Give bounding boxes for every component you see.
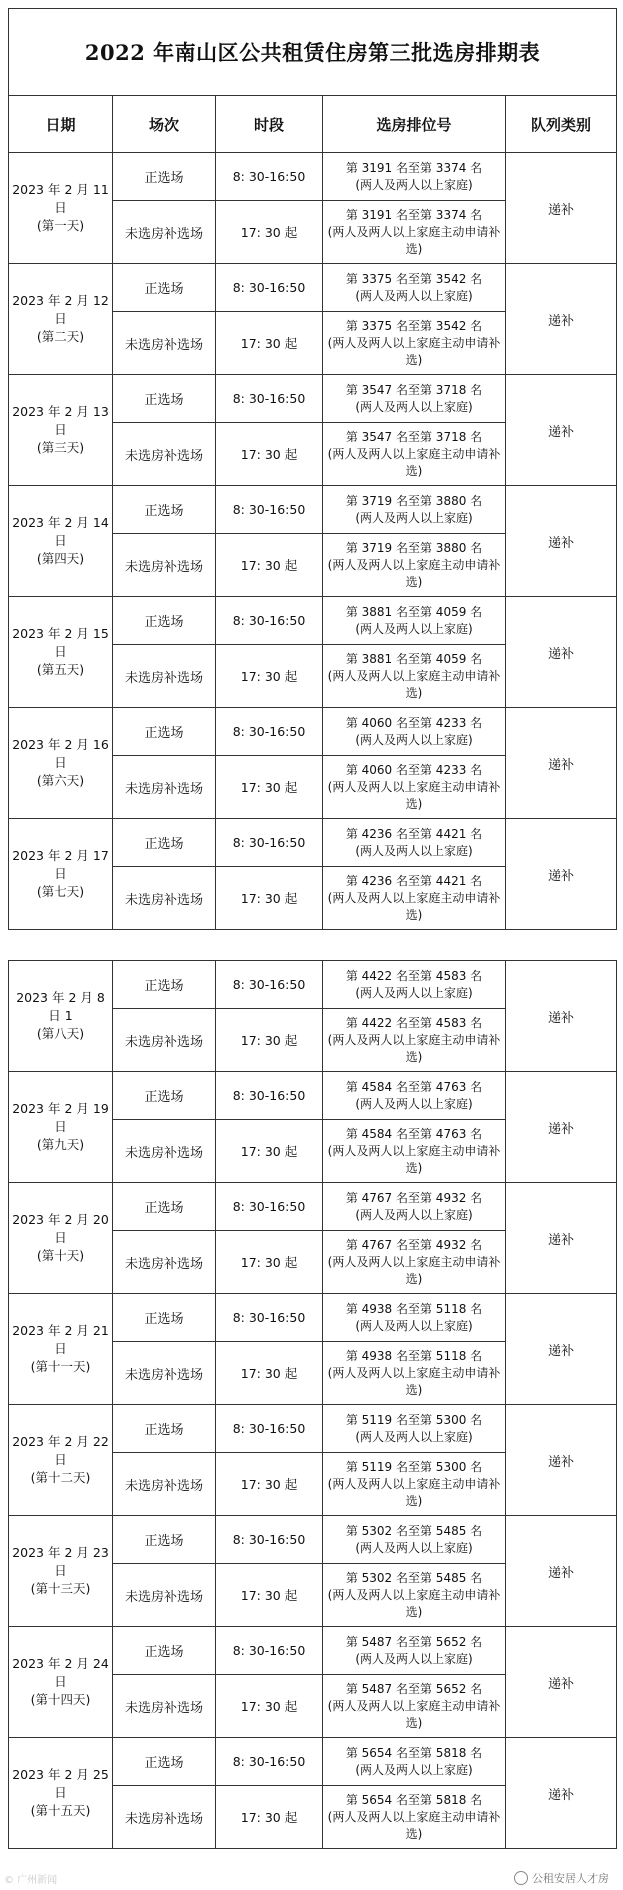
wechat-icon [514, 1871, 528, 1885]
rank-range: 第 5654 名至第 5818 名 [345, 1792, 483, 1807]
rank-main [323, 375, 506, 423]
rank-range: 第 3547 名至第 3718 名 [345, 382, 483, 397]
time-supp: 17: 30 起 [216, 534, 323, 597]
rank-main [323, 264, 506, 312]
day-label: (第一天) [36, 218, 85, 233]
day-label: (第十二天) [30, 1470, 91, 1485]
table-row [9, 597, 617, 645]
rank-range: 第 5487 名至第 5652 名 [345, 1634, 483, 1649]
rank-range: 第 3719 名至第 3880 名 [345, 493, 483, 508]
rank-range: 第 4422 名至第 4583 名 [345, 1015, 483, 1030]
queue-cell: 递补 [506, 708, 617, 819]
session-supp: 未选房补选场 [113, 1342, 216, 1405]
session-supp: 未选房补选场 [113, 1231, 216, 1294]
rank-main [323, 961, 506, 1009]
queue-cell: 递补 [506, 1183, 617, 1294]
rank-supp [323, 1120, 506, 1183]
session-main: 正选场 [113, 1183, 216, 1231]
time-main: 8: 30-16:50 [216, 1627, 323, 1675]
header-date: 日期 [9, 96, 113, 153]
session-main: 正选场 [113, 1072, 216, 1120]
date-text: 2023 年 2 月 14 日 [12, 515, 109, 548]
date-text: 2023 年 2 月 23 日 [12, 1545, 109, 1578]
date-text: 2023 年 2 月 21 日 [12, 1323, 109, 1356]
rank-note: (两人及两人以上家庭主动申请补选) [327, 1032, 501, 1064]
queue-cell: 递补 [506, 1627, 617, 1738]
session-supp: 未选房补选场 [113, 1009, 216, 1072]
rank-note: (两人及两人以上家庭) [355, 843, 473, 858]
table-row [9, 819, 617, 867]
rank-note: (两人及两人以上家庭主动申请补选) [327, 557, 501, 589]
rank-range: 第 5302 名至第 5485 名 [345, 1570, 483, 1585]
rank-supp [323, 756, 506, 819]
rank-range: 第 3719 名至第 3880 名 [345, 540, 483, 555]
rank-supp [323, 1453, 506, 1516]
time-main: 8: 30-16:50 [216, 1738, 323, 1786]
session-main: 正选场 [113, 486, 216, 534]
session-supp: 未选房补选场 [113, 423, 216, 486]
day-label: (第三天) [36, 440, 85, 455]
rank-range: 第 4938 名至第 5118 名 [345, 1348, 483, 1363]
session-supp: 未选房补选场 [113, 534, 216, 597]
time-supp: 17: 30 起 [216, 1231, 323, 1294]
time-main: 8: 30-16:50 [216, 1405, 323, 1453]
time-main: 8: 30-16:50 [216, 375, 323, 423]
session-main: 正选场 [113, 708, 216, 756]
session-supp: 未选房补选场 [113, 756, 216, 819]
rank-note: (两人及两人以上家庭) [355, 1429, 473, 1444]
rank-note: (两人及两人以上家庭主动申请补选) [327, 779, 501, 811]
table-row [9, 961, 617, 1009]
table-row [9, 1183, 617, 1231]
session-main: 正选场 [113, 1516, 216, 1564]
queue-cell: 递补 [506, 486, 617, 597]
session-supp: 未选房补选场 [113, 867, 216, 930]
rank-range: 第 4767 名至第 4932 名 [345, 1190, 483, 1205]
table-row [9, 153, 617, 201]
rank-note: (两人及两人以上家庭主动申请补选) [327, 1809, 501, 1841]
rank-range: 第 3881 名至第 4059 名 [345, 651, 483, 666]
rank-supp [323, 201, 506, 264]
header-queue: 队列类别 [506, 96, 617, 153]
date-text: 2023 年 2 月 22 日 [12, 1434, 109, 1467]
session-supp: 未选房补选场 [113, 645, 216, 708]
table-row [9, 1405, 617, 1453]
queue-cell: 递补 [506, 1294, 617, 1405]
rank-main [323, 486, 506, 534]
time-main: 8: 30-16:50 [216, 597, 323, 645]
rank-range: 第 4060 名至第 4233 名 [345, 715, 483, 730]
schedule-table-part2 [8, 960, 617, 1849]
queue-cell: 递补 [506, 1738, 617, 1849]
rank-range: 第 3375 名至第 3542 名 [345, 271, 483, 286]
table-row [9, 708, 617, 756]
header-rank: 选房排位号 [323, 96, 506, 153]
date-cell [9, 1516, 113, 1627]
queue-cell: 递补 [506, 961, 617, 1072]
queue-cell: 递补 [506, 264, 617, 375]
time-main: 8: 30-16:50 [216, 961, 323, 1009]
day-label: (第五天) [36, 662, 85, 677]
date-cell [9, 1072, 113, 1183]
session-main: 正选场 [113, 1294, 216, 1342]
schedule-table-part1 [8, 8, 617, 930]
rank-range: 第 4584 名至第 4763 名 [345, 1079, 483, 1094]
rank-range: 第 4060 名至第 4233 名 [345, 762, 483, 777]
session-main: 正选场 [113, 153, 216, 201]
rank-main [323, 708, 506, 756]
date-text: 2023 年 2 月 19 日 [12, 1101, 109, 1134]
session-main: 正选场 [113, 375, 216, 423]
session-main: 正选场 [113, 961, 216, 1009]
time-supp: 17: 30 起 [216, 645, 323, 708]
rank-note: (两人及两人以上家庭) [355, 1318, 473, 1333]
queue-cell: 递补 [506, 375, 617, 486]
date-cell [9, 153, 113, 264]
day-label: (第九天) [36, 1137, 85, 1152]
date-cell [9, 486, 113, 597]
time-supp: 17: 30 起 [216, 1120, 323, 1183]
date-cell [9, 375, 113, 486]
time-main: 8: 30-16:50 [216, 1516, 323, 1564]
time-supp: 17: 30 起 [216, 423, 323, 486]
rank-note: (两人及两人以上家庭) [355, 1096, 473, 1111]
day-label: (第四天) [36, 551, 85, 566]
table-row [9, 1627, 617, 1675]
rank-range: 第 4422 名至第 4583 名 [345, 968, 483, 983]
rank-note: (两人及两人以上家庭主动申请补选) [327, 1365, 501, 1397]
rank-note: (两人及两人以上家庭主动申请补选) [327, 224, 501, 256]
queue-cell: 递补 [506, 153, 617, 264]
queue-cell: 递补 [506, 597, 617, 708]
rank-main [323, 1072, 506, 1120]
date-cell [9, 961, 113, 1072]
rank-note: (两人及两人以上家庭主动申请补选) [327, 890, 501, 922]
date-cell [9, 1738, 113, 1849]
day-label: (第七天) [36, 884, 85, 899]
rank-supp [323, 423, 506, 486]
day-label: (第二天) [36, 329, 85, 344]
table-row [9, 1294, 617, 1342]
session-supp: 未选房补选场 [113, 1564, 216, 1627]
time-main: 8: 30-16:50 [216, 1294, 323, 1342]
table-row [9, 486, 617, 534]
session-main: 正选场 [113, 597, 216, 645]
time-main: 8: 30-16:50 [216, 708, 323, 756]
rank-note: (两人及两人以上家庭) [355, 1207, 473, 1222]
date-cell [9, 1627, 113, 1738]
date-cell [9, 1405, 113, 1516]
date-cell [9, 597, 113, 708]
watermark-right-text: 公租安居人才房 [532, 1872, 609, 1885]
rank-note: (两人及两人以上家庭主动申请补选) [327, 446, 501, 478]
rank-main [323, 1516, 506, 1564]
rank-note: (两人及两人以上家庭主动申请补选) [327, 1587, 501, 1619]
rank-note: (两人及两人以上家庭主动申请补选) [327, 335, 501, 367]
table-row [9, 375, 617, 423]
queue-cell: 递补 [506, 1072, 617, 1183]
time-supp: 17: 30 起 [216, 1342, 323, 1405]
rank-range: 第 3547 名至第 3718 名 [345, 429, 483, 444]
page-title: 2022 年南山区公共租赁住房第三批选房排期表 [9, 9, 617, 96]
session-supp: 未选房补选场 [113, 1120, 216, 1183]
date-text: 2023 年 2 月 8 日 1 [16, 990, 105, 1023]
rank-note: (两人及两人以上家庭) [355, 1651, 473, 1666]
table-row [9, 1516, 617, 1564]
rank-range: 第 3191 名至第 3374 名 [345, 160, 483, 175]
session-main: 正选场 [113, 1405, 216, 1453]
session-supp: 未选房补选场 [113, 1675, 216, 1738]
session-main: 正选场 [113, 1627, 216, 1675]
rank-main [323, 153, 506, 201]
rank-main [323, 597, 506, 645]
rank-range: 第 3375 名至第 3542 名 [345, 318, 483, 333]
rank-main [323, 1405, 506, 1453]
date-text: 2023 年 2 月 20 日 [12, 1212, 109, 1245]
session-supp: 未选房补选场 [113, 312, 216, 375]
date-text: 2023 年 2 月 25 日 [12, 1767, 109, 1800]
time-main: 8: 30-16:50 [216, 153, 323, 201]
rank-range: 第 5654 名至第 5818 名 [345, 1745, 483, 1760]
rank-note: (两人及两人以上家庭) [355, 399, 473, 414]
watermark-left: © 广州新闻 [4, 1875, 58, 1886]
time-main: 8: 30-16:50 [216, 1183, 323, 1231]
header-time: 时段 [216, 96, 323, 153]
time-main: 8: 30-16:50 [216, 1072, 323, 1120]
session-supp: 未选房补选场 [113, 201, 216, 264]
date-text: 2023 年 2 月 13 日 [12, 404, 109, 437]
rank-main [323, 1627, 506, 1675]
rank-supp [323, 1564, 506, 1627]
session-main: 正选场 [113, 1738, 216, 1786]
queue-cell: 递补 [506, 1516, 617, 1627]
rank-supp [323, 1342, 506, 1405]
time-supp: 17: 30 起 [216, 1009, 323, 1072]
rank-supp [323, 1231, 506, 1294]
rank-supp [323, 1009, 506, 1072]
rank-supp [323, 1786, 506, 1849]
rank-note: (两人及两人以上家庭) [355, 1540, 473, 1555]
date-cell [9, 1183, 113, 1294]
rank-range: 第 3881 名至第 4059 名 [345, 604, 483, 619]
date-text: 2023 年 2 月 16 日 [12, 737, 109, 770]
date-text: 2023 年 2 月 24 日 [12, 1656, 109, 1689]
rank-range: 第 4767 名至第 4932 名 [345, 1237, 483, 1252]
rank-range: 第 4236 名至第 4421 名 [345, 873, 483, 888]
table-row [9, 264, 617, 312]
session-main: 正选场 [113, 819, 216, 867]
time-main: 8: 30-16:50 [216, 264, 323, 312]
session-main: 正选场 [113, 264, 216, 312]
rank-range: 第 4938 名至第 5118 名 [345, 1301, 483, 1316]
day-label: (第十四天) [30, 1692, 91, 1707]
session-supp: 未选房补选场 [113, 1786, 216, 1849]
rank-note: (两人及两人以上家庭) [355, 288, 473, 303]
time-main: 8: 30-16:50 [216, 819, 323, 867]
rank-note: (两人及两人以上家庭) [355, 621, 473, 636]
rank-supp [323, 1675, 506, 1738]
rank-note: (两人及两人以上家庭) [355, 1762, 473, 1777]
rank-supp [323, 312, 506, 375]
day-label: (第八天) [36, 1026, 85, 1041]
table-row [9, 1738, 617, 1786]
rank-range: 第 5119 名至第 5300 名 [345, 1459, 483, 1474]
date-cell [9, 1294, 113, 1405]
rank-note: (两人及两人以上家庭主动申请补选) [327, 668, 501, 700]
rank-note: (两人及两人以上家庭) [355, 510, 473, 525]
day-label: (第十天) [36, 1248, 85, 1263]
day-label: (第十三天) [30, 1581, 91, 1596]
rank-supp [323, 645, 506, 708]
day-label: (第六天) [36, 773, 85, 788]
date-text: 2023 年 2 月 12 日 [12, 293, 109, 326]
table-row [9, 1072, 617, 1120]
rank-note: (两人及两人以上家庭主动申请补选) [327, 1143, 501, 1175]
rank-note: (两人及两人以上家庭主动申请补选) [327, 1698, 501, 1730]
time-supp: 17: 30 起 [216, 1786, 323, 1849]
date-text: 2023 年 2 月 11 日 [12, 182, 109, 215]
date-cell [9, 819, 113, 930]
rank-main [323, 1294, 506, 1342]
rank-note: (两人及两人以上家庭主动申请补选) [327, 1476, 501, 1508]
watermark-right [514, 1870, 609, 1886]
time-supp: 17: 30 起 [216, 756, 323, 819]
rank-note: (两人及两人以上家庭) [355, 177, 473, 192]
rank-range: 第 5119 名至第 5300 名 [345, 1412, 483, 1427]
rank-note: (两人及两人以上家庭主动申请补选) [327, 1254, 501, 1286]
time-supp: 17: 30 起 [216, 312, 323, 375]
day-label: (第十一天) [30, 1359, 91, 1374]
queue-cell: 递补 [506, 1405, 617, 1516]
time-supp: 17: 30 起 [216, 201, 323, 264]
rank-supp [323, 867, 506, 930]
header-session: 场次 [113, 96, 216, 153]
date-text: 2023 年 2 月 17 日 [12, 848, 109, 881]
rank-range: 第 5302 名至第 5485 名 [345, 1523, 483, 1538]
time-supp: 17: 30 起 [216, 1453, 323, 1516]
rank-range: 第 5487 名至第 5652 名 [345, 1681, 483, 1696]
rank-main [323, 1738, 506, 1786]
day-label: (第十五天) [30, 1803, 91, 1818]
rank-range: 第 3191 名至第 3374 名 [345, 207, 483, 222]
time-main: 8: 30-16:50 [216, 486, 323, 534]
time-supp: 17: 30 起 [216, 867, 323, 930]
date-text: 2023 年 2 月 15 日 [12, 626, 109, 659]
rank-note: (两人及两人以上家庭) [355, 985, 473, 1000]
rank-supp [323, 534, 506, 597]
session-supp: 未选房补选场 [113, 1453, 216, 1516]
queue-cell: 递补 [506, 819, 617, 930]
rank-main [323, 1183, 506, 1231]
time-supp: 17: 30 起 [216, 1564, 323, 1627]
rank-range: 第 4584 名至第 4763 名 [345, 1126, 483, 1141]
rank-note: (两人及两人以上家庭) [355, 732, 473, 747]
time-supp: 17: 30 起 [216, 1675, 323, 1738]
date-cell [9, 264, 113, 375]
date-cell [9, 708, 113, 819]
rank-main [323, 819, 506, 867]
rank-range: 第 4236 名至第 4421 名 [345, 826, 483, 841]
